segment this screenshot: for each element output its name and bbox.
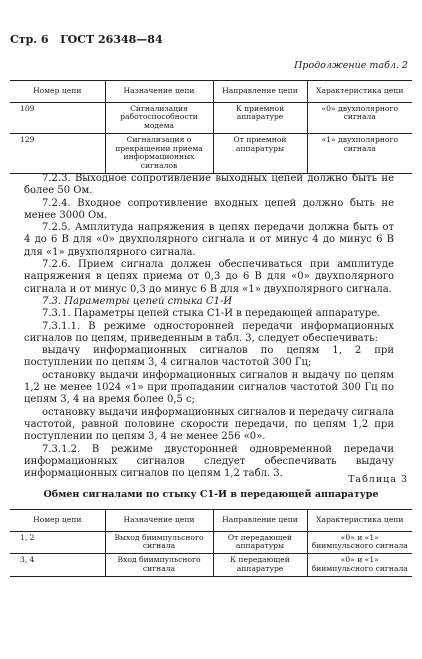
cell-purpose: Вход биимпульсного сигнала — [105, 554, 213, 576]
table3 — [10, 509, 412, 577]
column-header: Номер цепи — [10, 510, 105, 532]
paragraph: остановку выдачи информационных сигналов и выдачу по цепям 1,2 не менее 1024 «1» при пропадании сигналов частотой 300 Гц по цепям 3, 4 на время более 0,5 с; — [24, 369, 394, 406]
paragraph: 7.3.1.2. В режиме двусторонней одновременной передачи информационных сигналов следует обеспечивать выдачу информационных сигналов по цепям 1,2 табл. 3. — [24, 443, 394, 480]
cell-characteristic: «1» двухполярного сигнала — [307, 133, 412, 173]
column-header: Номер цепи — [10, 81, 105, 103]
table-header-row — [10, 81, 412, 103]
cell-direction: От передающей аппаратуры — [213, 531, 307, 553]
paragraph: 7.2.3. Выходное сопротивление выходных цепей должно быть не более 50 Ом. — [24, 173, 394, 197]
cell-direction: От приемной аппаратуры — [213, 133, 307, 173]
table-header-row — [10, 510, 412, 532]
standard-number: ГОСТ 26348—84 — [60, 33, 163, 46]
table3-label: Таблица 3 — [348, 474, 408, 485]
table-row — [10, 133, 412, 173]
cell-purpose: Сигнализация о прекращении приема информационных сигналов — [105, 133, 213, 173]
cell-direction: К приемной аппаратуре — [213, 102, 307, 133]
cell-number: 109 — [10, 102, 105, 133]
cell-number: 129 — [10, 133, 105, 173]
table-continued-caption: Продолжение табл. 2 — [294, 60, 408, 71]
table-continued — [10, 80, 412, 174]
column-header: Назначение цепи — [105, 81, 213, 103]
paragraph: 7.2.6. Прием сигнала должен обеспечиваться при амплитуде напряжения в цепях приема от 0,3 до 6 В для «0» двухполярного сигнала и от минус 0,3 до минус 6 В для «1» двухполярного сигнала. — [24, 259, 394, 295]
paragraph: 7.2.5. Амплитуда напряжения в цепях передачи должна быть от 4 до 6 В для «0» двухполярного сигнала и от минус 4 до минус 6 В для «1» двухполярного сигнала. — [24, 222, 394, 258]
column-header: Направление цепи — [213, 510, 307, 532]
page-number: Стр. 6 — [10, 33, 49, 46]
cell-characteristic: «0» и «1» биимпульсного сигнала — [307, 554, 412, 576]
body-text — [24, 173, 394, 480]
cell-purpose: Выход биимпульсного сигнала — [105, 531, 213, 553]
table-row — [10, 102, 412, 133]
column-header: Назначение цепи — [105, 510, 213, 532]
column-header: Характеристика цепи — [307, 81, 412, 103]
paragraph: 7.3.1. Параметры цепей стыка С1-И в передающей аппаратуре. — [42, 308, 381, 320]
paragraph: выдачу информационных сигналов по цепям 1, 2 при поступлении по цепям 3, 4 сигналов частотой 300 Гц; — [24, 345, 394, 369]
column-header: Характеристика цепи — [307, 510, 412, 532]
column-header: Направление цепи — [213, 81, 307, 103]
page-header — [10, 33, 163, 46]
table3-title: Обмен сигналами по стыку С1-И в передающей аппаратуре — [43, 489, 379, 500]
cell-characteristic: «0» и «1» биимпульсного сигнала — [307, 531, 412, 553]
cell-number: 1, 2 — [10, 531, 105, 553]
cell-number: 3, 4 — [10, 554, 105, 576]
paragraph: 7.2.4. Входное сопротивление входных цепей должно быть не менее 3000 Ом. — [24, 197, 394, 221]
cell-purpose: Сигнализация работоспособности модема — [105, 102, 213, 133]
table-row — [10, 554, 412, 576]
paragraph: 7.3.1.1. В режиме односторонней передачи информационных сигналов по цепям, приведенным в табл. 3, следует обеспечивать: — [24, 320, 394, 344]
section-heading: 7.3. Параметры цепей стыка С1-И — [42, 295, 233, 307]
paragraph: остановку выдачи информационных сигналов и передачу сигнала частотой, равной половине скорости передачи, по цепям 1,2 при поступлении по цепям 3, 4 не менее 256 «0». — [24, 406, 394, 443]
table-row — [10, 531, 412, 553]
cell-direction: К передающей аппаратуре — [213, 554, 307, 576]
cell-characteristic: «0» двухполярного сигнала — [307, 102, 412, 133]
